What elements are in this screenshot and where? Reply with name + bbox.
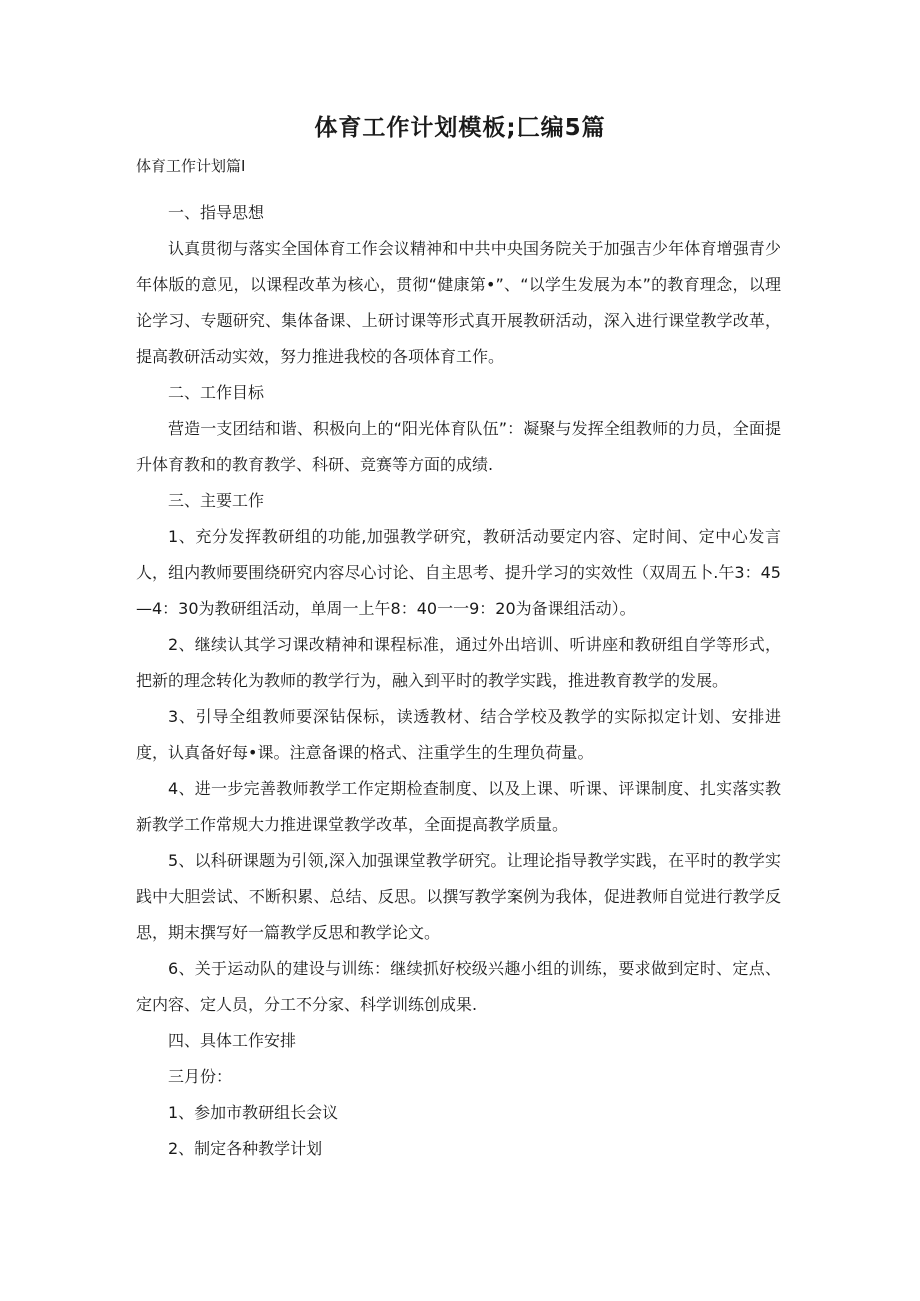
heading-main-work: 三、主要工作 <box>168 491 265 510</box>
paragraph-main-work-4: 4、进一步完善教师教学工作定期检查制度、以及上课、听课、评课制度、扎实落实教新教学工作常规大力推进课堂教学改革，全面提高教学质量。 <box>136 779 781 834</box>
paragraph-main-work-2: 2、继续认其学习课改精神和课程标准，通过外出培训、听讲座和教研组自学等形式，把新的理念转化为教师的教学行为，融入到平时的教学实践，推进教育教学的发展。 <box>136 635 781 690</box>
paragraph-main-work-3: 3、引导全组教师要深钻保标，读透教材、结合学校及教学的实际拟定计划、安排进度，认真备好每•课。注意备课的格式、注重学生的生理负荷量。 <box>136 707 781 762</box>
section-subtitle: 体育工作计划篇I <box>136 157 246 175</box>
paragraph-main-work-6: 6、关于运动队的建设与训练：继续抓好校级兴趣小组的训练，要求做到定时、定点、定内容、定人员，分工不分家、科学训练创成果. <box>136 959 781 1014</box>
schedule-month-march: 三月份： <box>168 1067 233 1086</box>
paragraph-main-work-5: 5、以科研课题为引领,深入加强课堂教学研究。让理论指导教学实践，在平时的教学实践中大胆尝试、不断积累、总结、反思。以撰写教学案例为我体，促进教师自觉进行教学反思，期末撰写好一篇教学反思和教学论文。 <box>136 851 781 942</box>
paragraph-guiding-ideology: 认真贯彻与落实全国体育工作会议精神和中共中央国务院关于加强吉少年体育增强青少年体版的意见，以课程改革为核心，贯彻“健康第•”、“以学生发展为本”的教育理念，以理论学习、专题研究、集体备课、上研讨课等形式真开展教研活动，深入进行课堂教学改革，提高教研活动实效，努力推进我校的各项体育工作。 <box>136 239 781 366</box>
schedule-item-2: 2、制定各种教学计划 <box>168 1139 323 1158</box>
paragraph-work-goals: 营造一支团结和谐、积极向上的“阳光体育队伍”：凝聚与发挥全组教师的力员，全面提升体育教和的教育教学、科研、竞赛等方面的成绩. <box>136 419 781 474</box>
document-body <box>136 195 781 1167</box>
heading-schedule: 四、具体工作安排 <box>168 1031 297 1050</box>
heading-guiding-ideology: 一、指导思想 <box>168 203 265 222</box>
paragraph-main-work-1: 1、充分发挥教研组的功能,加强教学研究，教研活动要定内容、定时间、定中心发言人，组内教师要围绕研究内容尽心讨论、自主思考、提升学习的实效性（双周五卜.午3：45—4：30为教研组活动，单周一上午8：40一一9：20为备课组活动）。 <box>136 527 781 618</box>
heading-work-goals: 二、工作目标 <box>168 383 265 402</box>
schedule-item-1: 1、参加市教研组长会议 <box>168 1103 339 1122</box>
document-title: 体育工作计划模板;匚编5篇 <box>314 115 606 141</box>
